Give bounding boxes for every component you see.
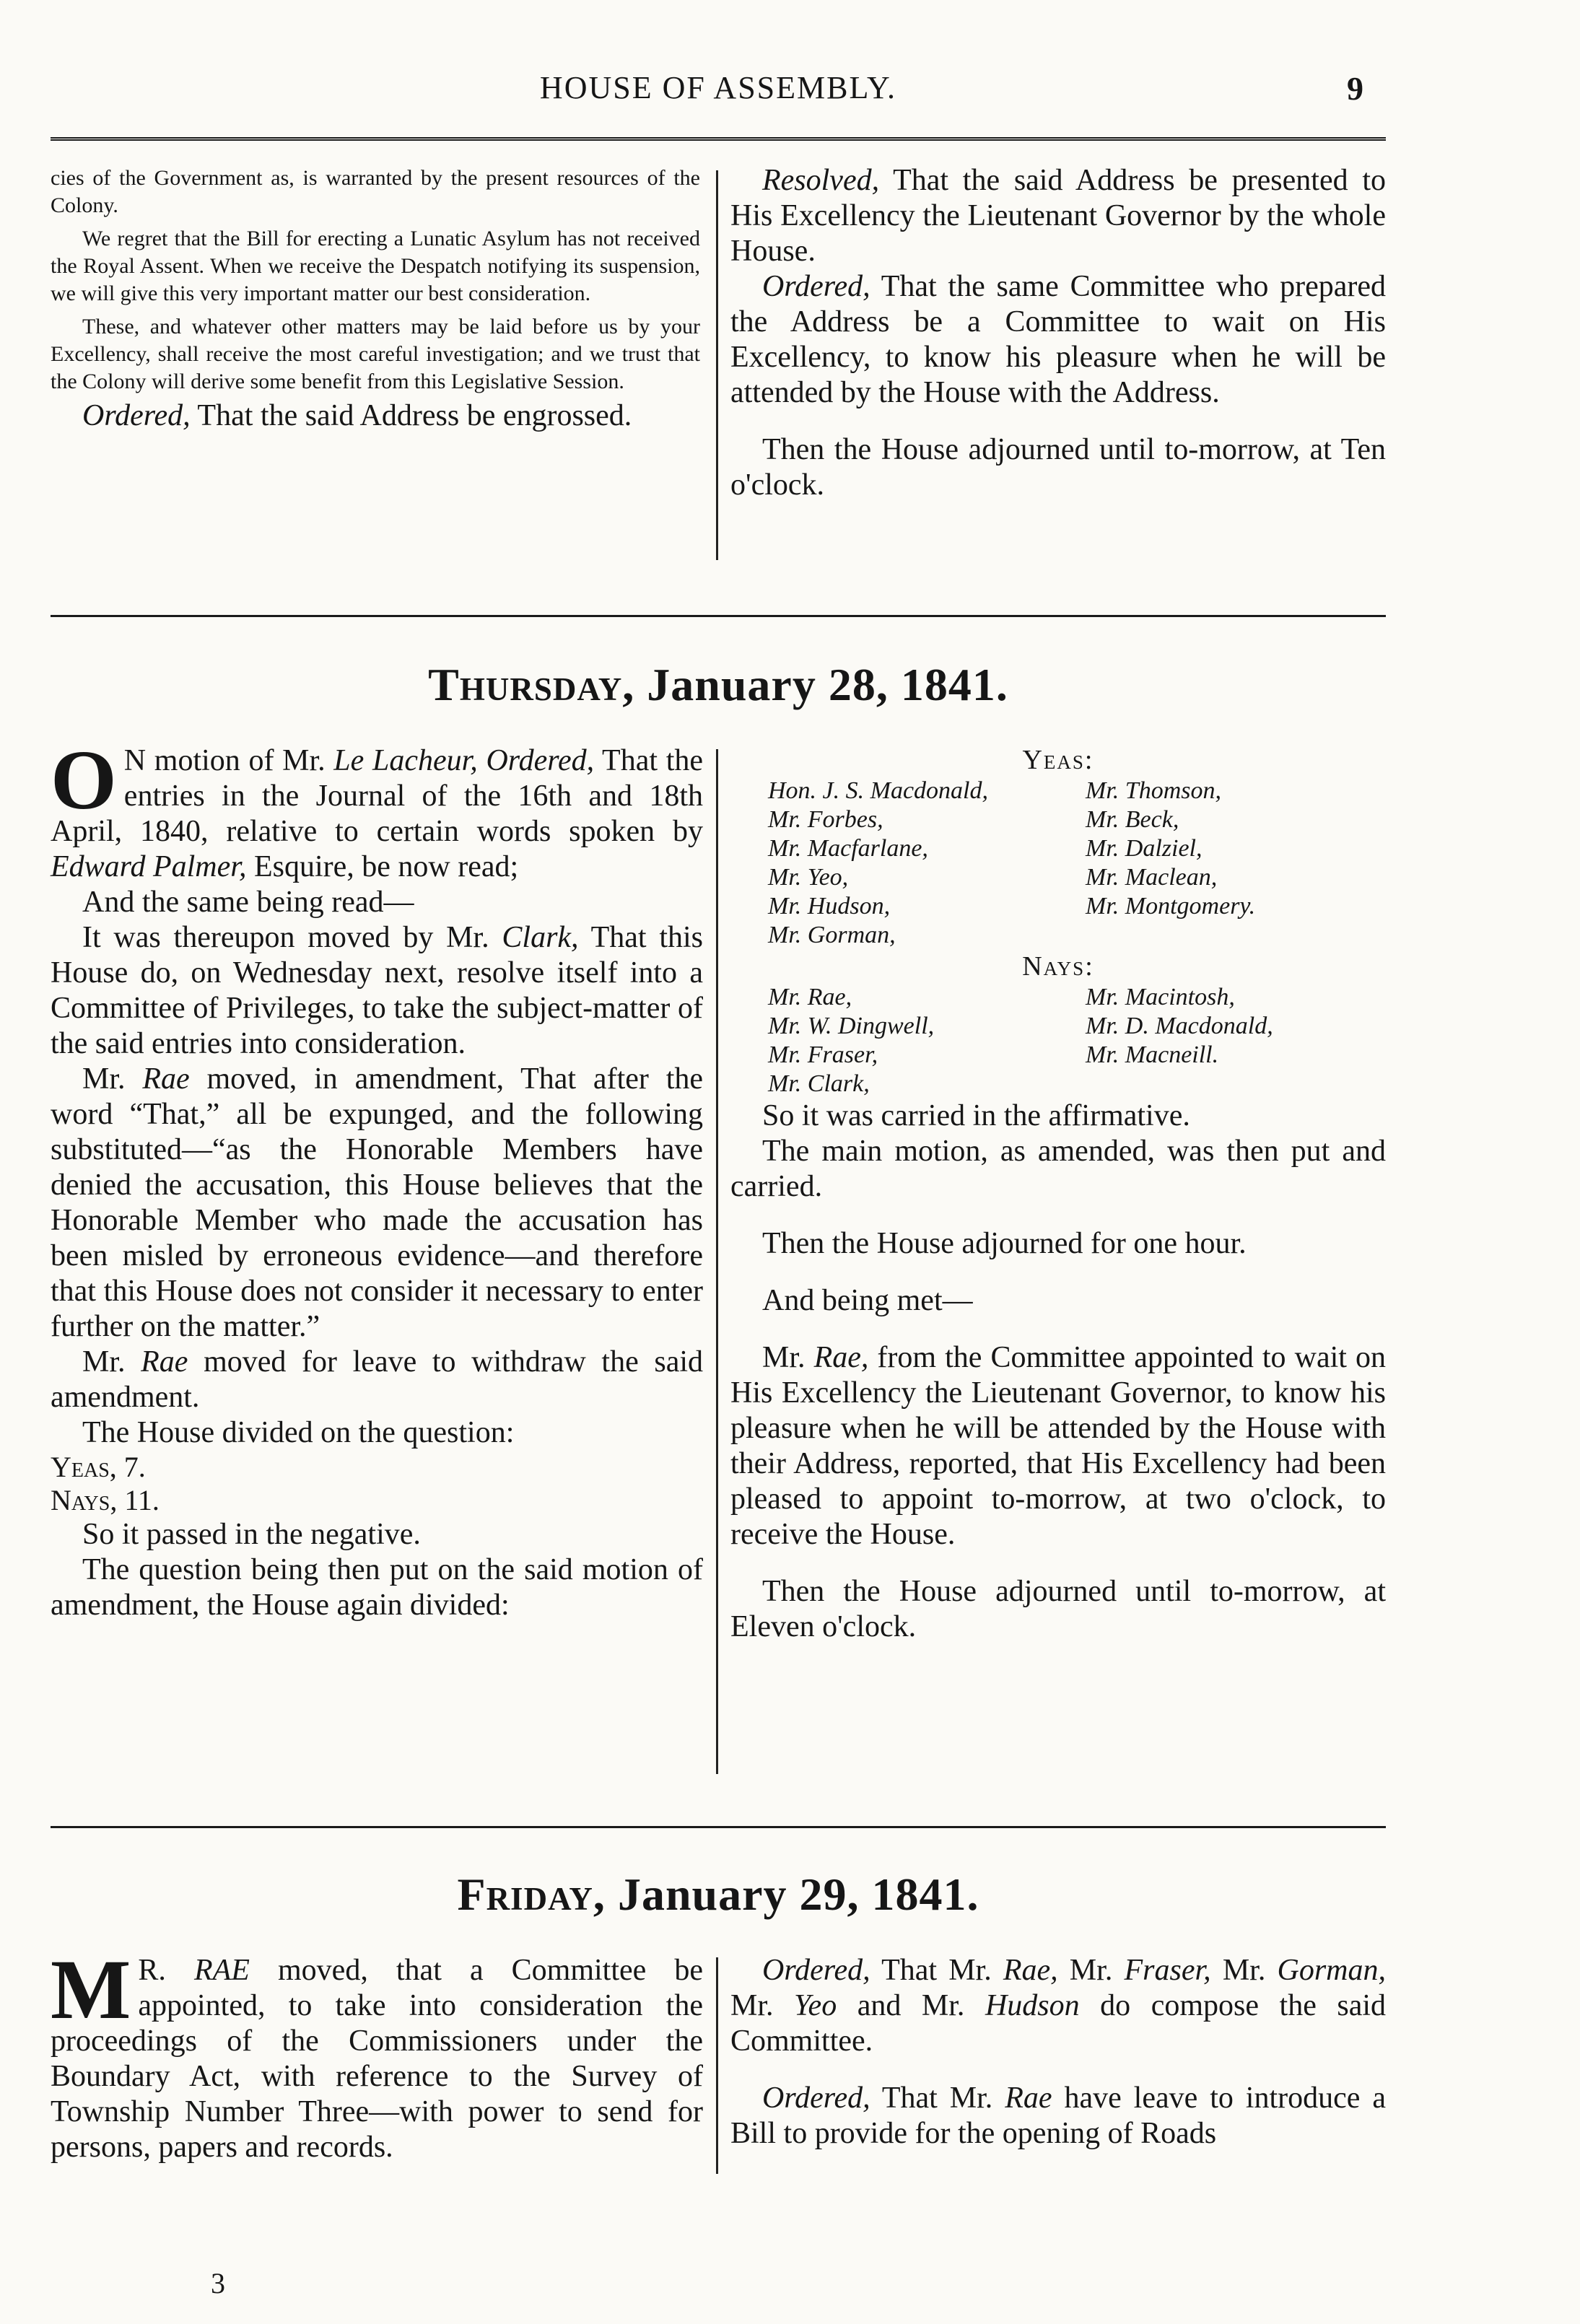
text: R. [138,1954,194,1987]
day-heading-thursday [51,658,1386,712]
ordered-text: That the same Committee who prepared the Address be a Committee to wait on His Excellency, to know his pleasure when he will be attended by the House with the Address. [730,270,1386,409]
member-name: Rae [142,1062,190,1096]
ordered-word: Ordered, [762,2081,870,2115]
column-divider [716,170,718,560]
member-name-cell [768,1041,1086,1070]
paragraph: So it passed in the negative. [82,1518,421,1551]
member-name: Hudson [985,1989,1080,2022]
paragraph [730,1953,1386,2059]
text: Mr. [82,1062,143,1096]
yeas-row [768,863,1255,892]
member-name: Mr. Maclean, [1086,864,1218,891]
text: N motion of Mr. [123,744,334,777]
paragraph [51,1345,703,1415]
member-name: Rae, [1003,1954,1058,1987]
drop-cap: O [51,733,117,827]
paragraph: And being met— [762,1284,973,1317]
heading-day: Thursday, [428,659,635,710]
member-name: Mr. Macintosh, [1086,984,1235,1010]
paragraph [730,2081,1386,2152]
paragraph: Then the House adjourned until to-morrow, at Eleven o'clock. [730,1575,1386,1643]
member-name: Mr. D. Macdonald, [1086,1013,1273,1039]
yeas-row [768,834,1255,863]
top-left-column [51,165,700,434]
motion-paragraph [51,1942,704,2165]
column-divider [716,749,718,1774]
member-name-cell [1086,1012,1273,1041]
member-name: Mr. Thomson, [1086,777,1221,804]
text: Mr. [762,1341,814,1374]
ordered-word: Ordered, [486,744,595,777]
paragraph [51,1062,703,1345]
heading-date: January 28, 1841. [634,659,1008,710]
text: That Mr. [870,2081,1005,2115]
nays-row [768,1041,1273,1070]
friday-left-column [51,1942,704,2165]
member-name: Hon. J. S. Macdonald, [768,777,989,804]
text: moved, in amendment, That after the word “That,” all be expunged, and the following substituted—“as the Honorable Members have denied the accusation, this House believes that the Honorable Member who made the accusation has been misled by erroneous evidence—and therefore that this House does not consider it necessary to enter further on the matter.” [51,1062,704,1343]
member-name: Fraser, [1124,1954,1211,1987]
heading-date: January 29, 1841. [605,1869,979,1920]
member-name: Rae [1005,2081,1052,2115]
member-name: Mr. Rae, [768,984,852,1010]
resolved-paragraph [730,163,1386,269]
member-name-cell [768,921,1086,950]
friday-right-column [730,1953,1386,2152]
motion-paragraph [51,733,703,885]
member-name: Mr. Yeo, [768,864,849,891]
yeas-row [768,921,1255,950]
member-name: Mr. Gorman, [768,922,896,948]
member-name-cell [1086,1070,1273,1098]
address-paragraph: cies of the Government as, is warranted by the present resources of the Colony. [51,166,700,217]
member-name: Le Lacheur, [333,744,478,777]
yeas-table [768,777,1255,950]
text: That Mr. [870,1954,1003,1987]
member-name: Mr. Macfarlane, [768,835,928,862]
yeas-row [768,892,1255,921]
yeas-tally: Yeas, 7. [51,1451,146,1483]
member-name-cell [768,863,1086,892]
member-name: Rae [141,1345,188,1379]
paragraph: The main motion, as amended, was then put and carried. [730,1135,1386,1203]
member-name-cell [768,777,1086,805]
member-name-cell [1086,777,1255,805]
resolved-word: Resolved, [762,164,880,197]
resolved-text: That the said Address be presented to His Excellency the Lieutenant Governor by the whole House. [730,164,1386,268]
adjourn-paragraph: Then the House adjourned until to-morrow, at Ten o'clock. [730,433,1386,502]
member-name: Mr. Montgomery. [1086,893,1256,919]
column-divider [716,1957,718,2174]
ordered-word: Ordered, [762,270,870,303]
yeas-row [768,805,1255,834]
member-name-cell [768,1070,1086,1098]
yeas-row [768,777,1255,805]
page-number: 9 [1347,70,1363,107]
nays-row [768,983,1273,1012]
ordered-paragraph [730,269,1386,411]
text: from the Committee appointed to wait on His Excellency the Lieutenant Governor, to know his pleasure when he will be attended by the House with their Address, reported, that His Excellency had been pleased to appoint to-morrow, at two o'clock, to receive the House. [730,1341,1386,1551]
member-name: Clark, [502,921,579,954]
text: Mr. [730,1989,795,2022]
nays-row [768,1070,1273,1098]
member-name: Mr. W. Dingwell, [768,1013,935,1039]
text: It was thereupon moved by Mr. [82,921,502,954]
member-name-cell [768,1012,1086,1041]
nays-table [768,983,1273,1098]
text [478,744,486,777]
yeas-label: Yeas: [1022,745,1094,775]
ordered-word: Ordered, [82,399,191,432]
text: do compose the said Committee. [730,1989,1387,2058]
member-name-cell [768,892,1086,921]
address-paragraph: We regret that the Bill for erecting a Lunatic Asylum has not received the Royal Assent. When we receive the Despatch notifying its suspension, we will give this very important matter our best consideration. [51,227,700,305]
thursday-right-column [730,743,1386,1645]
paragraph: And the same being read— [82,886,414,919]
member-name: Mr. Hudson, [768,893,891,919]
member-name-cell [1086,892,1255,921]
section-rule [51,615,1386,617]
member-name-cell [768,983,1086,1012]
text: moved for leave to withdraw the said amendment. [51,1345,704,1414]
nays-row [768,1012,1273,1041]
member-name: Yeo [794,1989,837,2022]
header-rule [51,137,1386,141]
text: Mr. [82,1345,141,1379]
member-name: RAE [193,1954,250,1987]
member-name-cell [1086,1041,1273,1070]
member-name: Mr. Macneill. [1086,1041,1219,1068]
text: That this House do, on Wednesday next, resolve itself into a Committee of Privileges, to take the subject-matter of the said entries into consideration. [51,921,703,1060]
member-name: Edward Palmer, [51,850,247,883]
section-rule [51,1826,1386,1828]
paragraph: Then the House adjourned for one hour. [762,1227,1247,1260]
text: and Mr. [837,1989,985,2022]
paragraph: So it was carried in the affirmative. [762,1099,1190,1132]
text: Mr. [1210,1954,1278,1987]
nays-label: Nays: [1022,951,1094,982]
member-name: Mr. Clark, [768,1070,870,1097]
heading-day: Friday, [457,1869,606,1920]
signature-mark: 3 [211,2267,225,2299]
member-name-cell [1086,863,1255,892]
ordered-word: Ordered, [762,1954,870,1987]
member-name-cell [768,805,1086,834]
member-name: Mr. Forbes, [768,806,883,833]
member-name: Mr. Dalziel, [1086,835,1203,862]
paragraph: The House divided on the question: [82,1416,515,1449]
member-name-cell [1086,983,1273,1012]
address-paragraph: These, and whatever other matters may be laid before us by your Excellency, shall receive the most careful investigation; and we trust that the Colony will derive some benefit from this Legislative Session. [51,315,700,393]
paragraph [730,1340,1386,1552]
member-name-cell [1086,834,1255,863]
member-name-cell [1086,921,1255,950]
text: moved, that a Committee be appointed, to take into consideration the proceedings of the Commissioners under the Boundary Act, with reference to the Survey of Township Number Three—with power to send for persons, papers and records. [51,1954,704,2164]
running-head: HOUSE OF ASSEMBLY. [539,70,897,105]
nays-tally: Nays, 11. [51,1484,160,1516]
division-list [730,743,1386,1098]
ordered-text: That the said Address be engrossed. [190,399,632,432]
paragraph: The question being then put on the said motion of amendment, the House again divided: [51,1553,703,1622]
member-name: Mr. Fraser, [768,1041,878,1068]
member-name: Gorman, [1277,1954,1387,1987]
text: Mr. [1057,1954,1125,1987]
day-heading-friday [51,1868,1386,1921]
ordered-paragraph [51,398,700,434]
top-right-column [730,163,1386,503]
text: Esquire, be now read; [246,850,519,883]
thursday-left-column [51,733,704,1623]
member-name-cell [768,834,1086,863]
member-name: Mr. Beck, [1086,806,1179,833]
drop-cap: M [51,1942,131,2037]
member-name: Rae, [813,1341,869,1374]
paragraph [51,920,703,1062]
text: have leave to introduce a Bill to provide for the opening of Roads [730,2081,1386,2150]
text: That the entries in the Journal of the 16th and 18th April, 1840, relative to certain words spoken by [51,744,703,848]
member-name-cell [1086,805,1255,834]
